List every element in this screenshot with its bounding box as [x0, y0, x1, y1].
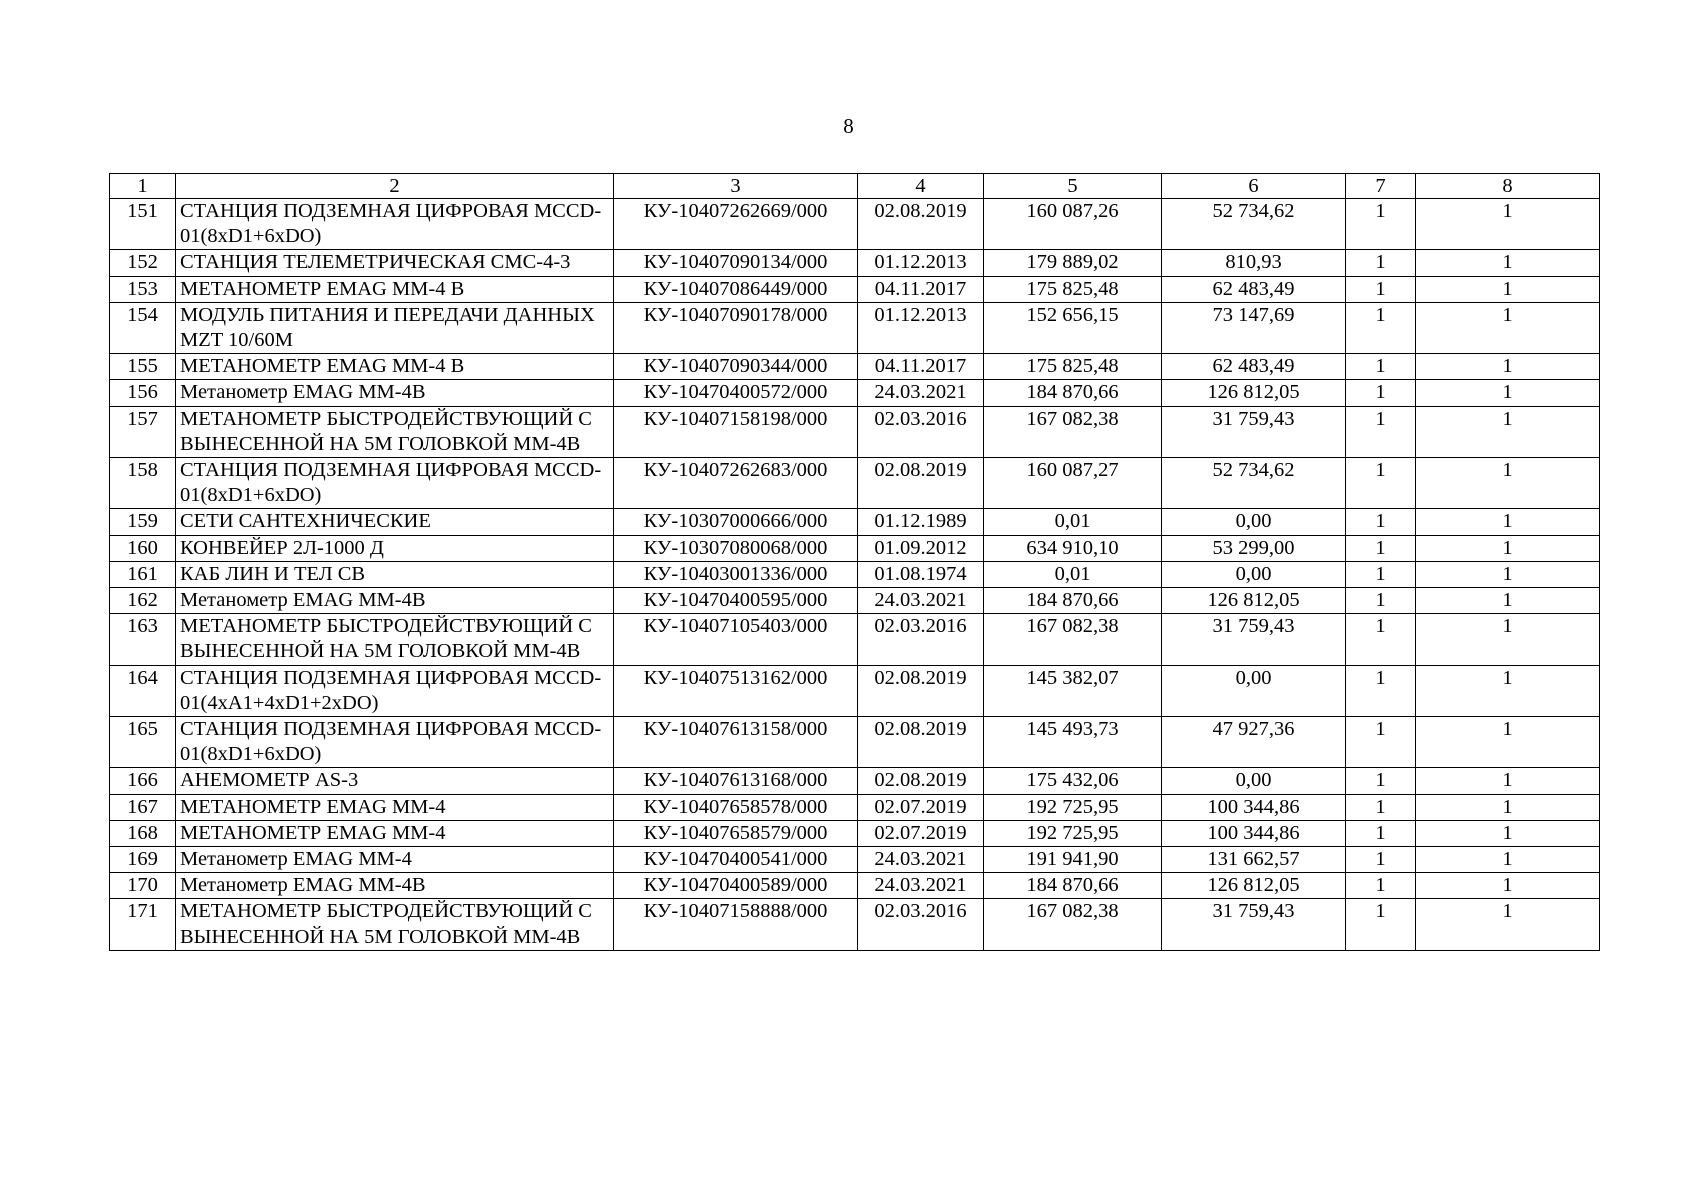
inventory-number-cell: КУ-10407090344/000: [614, 354, 858, 380]
initial-cost-cell: 160 087,27: [984, 458, 1162, 509]
row-number-cell: 156: [110, 380, 176, 406]
header-col-3: 3: [614, 174, 858, 199]
residual-cost-cell: 0,00: [1162, 509, 1346, 535]
inventory-number-cell: КУ-10407086449/000: [614, 276, 858, 302]
quantity-cell: 1: [1346, 535, 1416, 561]
inventory-number-cell: КУ-10470400541/000: [614, 847, 858, 873]
count-cell: 1: [1416, 561, 1600, 587]
residual-cost-cell: 31 759,43: [1162, 406, 1346, 457]
date-cell: 24.03.2021: [858, 380, 984, 406]
inventory-number-cell: КУ-10407158888/000: [614, 899, 858, 950]
item-name-cell: МЕТАНОМЕТР EMAG ММ-4: [176, 794, 614, 820]
row-number-cell: 169: [110, 847, 176, 873]
inventory-number-cell: КУ-10470400572/000: [614, 380, 858, 406]
count-cell: 1: [1416, 873, 1600, 899]
item-name-cell: СТАНЦИЯ ПОДЗЕМНАЯ ЦИФРОВАЯ MCCD-01(4xA1+4xD1+2xDO): [176, 665, 614, 716]
count-cell: 1: [1416, 847, 1600, 873]
item-name-cell: СТАНЦИЯ ПОДЗЕМНАЯ ЦИФРОВАЯ MCCD-01(8xD1+6xDO): [176, 458, 614, 509]
date-cell: 02.08.2019: [858, 768, 984, 794]
table-row: [110, 380, 1600, 406]
initial-cost-cell: 0,01: [984, 561, 1162, 587]
count-cell: 1: [1416, 614, 1600, 665]
date-cell: 01.08.1974: [858, 561, 984, 587]
quantity-cell: 1: [1346, 276, 1416, 302]
initial-cost-cell: 145 382,07: [984, 665, 1162, 716]
item-name-cell: Метанометр EMAG MM-4B: [176, 380, 614, 406]
inventory-number-cell: КУ-10407658579/000: [614, 820, 858, 846]
table-body: [110, 199, 1600, 951]
table-row: [110, 768, 1600, 794]
initial-cost-cell: 152 656,15: [984, 302, 1162, 353]
count-cell: 1: [1416, 354, 1600, 380]
item-name-cell: МОДУЛЬ ПИТАНИЯ И ПЕРЕДАЧИ ДАННЫХ MZT 10/60М: [176, 302, 614, 353]
quantity-cell: 1: [1346, 302, 1416, 353]
date-cell: 01.12.1989: [858, 509, 984, 535]
quantity-cell: 1: [1346, 614, 1416, 665]
inventory-number-cell: КУ-10407262669/000: [614, 199, 858, 250]
row-number-cell: 163: [110, 614, 176, 665]
item-name-cell: МЕТАНОМЕТР EMAG ММ-4 В: [176, 276, 614, 302]
count-cell: 1: [1416, 768, 1600, 794]
count-cell: 1: [1416, 302, 1600, 353]
initial-cost-cell: 175 825,48: [984, 354, 1162, 380]
row-number-cell: 158: [110, 458, 176, 509]
header-col-5: 5: [984, 174, 1162, 199]
inventory-number-cell: КУ-10407158198/000: [614, 406, 858, 457]
date-cell: 04.11.2017: [858, 276, 984, 302]
inventory-number-cell: КУ-10407090134/000: [614, 250, 858, 276]
inventory-number-cell: КУ-10470400595/000: [614, 588, 858, 614]
header-col-2: 2: [176, 174, 614, 199]
row-number-cell: 155: [110, 354, 176, 380]
table-row: [110, 276, 1600, 302]
item-name-cell: СТАНЦИЯ ПОДЗЕМНАЯ ЦИФРОВАЯ MCCD-01(8xD1+6xDO): [176, 717, 614, 768]
table-row: [110, 873, 1600, 899]
row-number-cell: 171: [110, 899, 176, 950]
row-number-cell: 157: [110, 406, 176, 457]
table-row: [110, 406, 1600, 457]
initial-cost-cell: 167 082,38: [984, 899, 1162, 950]
table-row: [110, 665, 1600, 716]
date-cell: 01.12.2013: [858, 302, 984, 353]
count-cell: 1: [1416, 820, 1600, 846]
date-cell: 02.03.2016: [858, 899, 984, 950]
table-row: [110, 354, 1600, 380]
quantity-cell: 1: [1346, 380, 1416, 406]
count-cell: 1: [1416, 380, 1600, 406]
table-row: [110, 614, 1600, 665]
quantity-cell: 1: [1346, 768, 1416, 794]
initial-cost-cell: 192 725,95: [984, 820, 1162, 846]
count-cell: 1: [1416, 458, 1600, 509]
page-number: 8: [843, 114, 854, 138]
count-cell: 1: [1416, 276, 1600, 302]
quantity-cell: 1: [1346, 717, 1416, 768]
item-name-cell: КАБ ЛИН И ТЕЛ СВ: [176, 561, 614, 587]
inventory-number-cell: КУ-10307000666/000: [614, 509, 858, 535]
residual-cost-cell: 810,93: [1162, 250, 1346, 276]
quantity-cell: 1: [1346, 250, 1416, 276]
item-name-cell: СЕТИ САНТЕХНИЧЕСКИЕ: [176, 509, 614, 535]
row-number-cell: 151: [110, 199, 176, 250]
item-name-cell: МЕТАНОМЕТР EMAG ММ-4 В: [176, 354, 614, 380]
row-number-cell: 159: [110, 509, 176, 535]
count-cell: 1: [1416, 199, 1600, 250]
date-cell: 02.07.2019: [858, 820, 984, 846]
header-row: [110, 174, 1600, 199]
count-cell: 1: [1416, 406, 1600, 457]
date-cell: 02.08.2019: [858, 665, 984, 716]
header-col-7: 7: [1346, 174, 1416, 199]
date-cell: 01.09.2012: [858, 535, 984, 561]
inventory-number-cell: КУ-10407613168/000: [614, 768, 858, 794]
count-cell: 1: [1416, 794, 1600, 820]
residual-cost-cell: 126 812,05: [1162, 873, 1346, 899]
count-cell: 1: [1416, 588, 1600, 614]
quantity-cell: 1: [1346, 794, 1416, 820]
inventory-table: [109, 173, 1600, 951]
date-cell: 04.11.2017: [858, 354, 984, 380]
row-number-cell: 162: [110, 588, 176, 614]
table-row: [110, 588, 1600, 614]
row-number-cell: 153: [110, 276, 176, 302]
table-row: [110, 535, 1600, 561]
initial-cost-cell: 184 870,66: [984, 588, 1162, 614]
count-cell: 1: [1416, 717, 1600, 768]
initial-cost-cell: 167 082,38: [984, 614, 1162, 665]
date-cell: 24.03.2021: [858, 847, 984, 873]
inventory-number-cell: КУ-10407613158/000: [614, 717, 858, 768]
table-row: [110, 458, 1600, 509]
item-name-cell: МЕТАНОМЕТР БЫСТРОДЕЙСТВУЮЩИЙ С ВЫНЕСЕННОЙ НА 5М ГОЛОВКОЙ ММ-4В: [176, 406, 614, 457]
residual-cost-cell: 53 299,00: [1162, 535, 1346, 561]
item-name-cell: МЕТАНОМЕТР БЫСТРОДЕЙСТВУЮЩИЙ С ВЫНЕСЕННОЙ НА 5М ГОЛОВКОЙ ММ-4В: [176, 614, 614, 665]
header-col-8: 8: [1416, 174, 1600, 199]
residual-cost-cell: 0,00: [1162, 768, 1346, 794]
quantity-cell: 1: [1346, 899, 1416, 950]
initial-cost-cell: 167 082,38: [984, 406, 1162, 457]
date-cell: 01.12.2013: [858, 250, 984, 276]
initial-cost-cell: 175 825,48: [984, 276, 1162, 302]
quantity-cell: 1: [1346, 199, 1416, 250]
initial-cost-cell: 145 493,73: [984, 717, 1162, 768]
table-row: [110, 899, 1600, 950]
residual-cost-cell: 100 344,86: [1162, 820, 1346, 846]
table-row: [110, 820, 1600, 846]
quantity-cell: 1: [1346, 509, 1416, 535]
row-number-cell: 164: [110, 665, 176, 716]
quantity-cell: 1: [1346, 820, 1416, 846]
count-cell: 1: [1416, 899, 1600, 950]
item-name-cell: МЕТАНОМЕТР БЫСТРОДЕЙСТВУЮЩИЙ С ВЫНЕСЕННОЙ НА 5М ГОЛОВКОЙ ММ-4В: [176, 899, 614, 950]
header-col-4: 4: [858, 174, 984, 199]
quantity-cell: 1: [1346, 561, 1416, 587]
inventory-number-cell: КУ-10307080068/000: [614, 535, 858, 561]
residual-cost-cell: 52 734,62: [1162, 199, 1346, 250]
item-name-cell: СТАНЦИЯ ПОДЗЕМНАЯ ЦИФРОВАЯ MCCD-01(8xD1+6xDO): [176, 199, 614, 250]
table-row: [110, 509, 1600, 535]
inventory-number-cell: КУ-10407105403/000: [614, 614, 858, 665]
date-cell: 02.08.2019: [858, 717, 984, 768]
inventory-number-cell: КУ-10407090178/000: [614, 302, 858, 353]
count-cell: 1: [1416, 250, 1600, 276]
quantity-cell: 1: [1346, 665, 1416, 716]
residual-cost-cell: 47 927,36: [1162, 717, 1346, 768]
residual-cost-cell: 31 759,43: [1162, 899, 1346, 950]
initial-cost-cell: 192 725,95: [984, 794, 1162, 820]
initial-cost-cell: 175 432,06: [984, 768, 1162, 794]
table-row: [110, 717, 1600, 768]
residual-cost-cell: 100 344,86: [1162, 794, 1346, 820]
inventory-number-cell: КУ-10470400589/000: [614, 873, 858, 899]
residual-cost-cell: 0,00: [1162, 665, 1346, 716]
inventory-number-cell: КУ-10403001336/000: [614, 561, 858, 587]
quantity-cell: 1: [1346, 458, 1416, 509]
item-name-cell: АНЕМОМЕТР AS-3: [176, 768, 614, 794]
date-cell: 24.03.2021: [858, 588, 984, 614]
initial-cost-cell: 179 889,02: [984, 250, 1162, 276]
table-row: [110, 847, 1600, 873]
table-row: [110, 199, 1600, 250]
quantity-cell: 1: [1346, 406, 1416, 457]
residual-cost-cell: 73 147,69: [1162, 302, 1346, 353]
date-cell: 02.08.2019: [858, 199, 984, 250]
residual-cost-cell: 126 812,05: [1162, 380, 1346, 406]
initial-cost-cell: 184 870,66: [984, 873, 1162, 899]
quantity-cell: 1: [1346, 873, 1416, 899]
item-name-cell: КОНВЕЙЕР 2Л-1000 Д: [176, 535, 614, 561]
header-col-1: 1: [110, 174, 176, 199]
initial-cost-cell: 184 870,66: [984, 380, 1162, 406]
row-number-cell: 170: [110, 873, 176, 899]
row-number-cell: 154: [110, 302, 176, 353]
count-cell: 1: [1416, 535, 1600, 561]
residual-cost-cell: 0,00: [1162, 561, 1346, 587]
header-col-6: 6: [1162, 174, 1346, 199]
residual-cost-cell: 62 483,49: [1162, 276, 1346, 302]
residual-cost-cell: 62 483,49: [1162, 354, 1346, 380]
initial-cost-cell: 0,01: [984, 509, 1162, 535]
item-name-cell: Метанометр EMAG MM-4B: [176, 588, 614, 614]
row-number-cell: 152: [110, 250, 176, 276]
table-row: [110, 250, 1600, 276]
row-number-cell: 166: [110, 768, 176, 794]
inventory-number-cell: КУ-10407658578/000: [614, 794, 858, 820]
table-row: [110, 302, 1600, 353]
row-number-cell: 167: [110, 794, 176, 820]
count-cell: 1: [1416, 665, 1600, 716]
initial-cost-cell: 634 910,10: [984, 535, 1162, 561]
item-name-cell: МЕТАНОМЕТР EMAG ММ-4: [176, 820, 614, 846]
initial-cost-cell: 191 941,90: [984, 847, 1162, 873]
row-number-cell: 161: [110, 561, 176, 587]
table-row: [110, 561, 1600, 587]
row-number-cell: 168: [110, 820, 176, 846]
residual-cost-cell: 31 759,43: [1162, 614, 1346, 665]
count-cell: 1: [1416, 509, 1600, 535]
item-name-cell: Метанометр EMAG MM-4: [176, 847, 614, 873]
inventory-number-cell: КУ-10407262683/000: [614, 458, 858, 509]
table-row: [110, 794, 1600, 820]
quantity-cell: 1: [1346, 588, 1416, 614]
date-cell: 02.07.2019: [858, 794, 984, 820]
date-cell: 02.03.2016: [858, 614, 984, 665]
residual-cost-cell: 126 812,05: [1162, 588, 1346, 614]
initial-cost-cell: 160 087,26: [984, 199, 1162, 250]
residual-cost-cell: 52 734,62: [1162, 458, 1346, 509]
row-number-cell: 160: [110, 535, 176, 561]
item-name-cell: Метанометр EMAG MM-4B: [176, 873, 614, 899]
row-number-cell: 165: [110, 717, 176, 768]
inventory-number-cell: КУ-10407513162/000: [614, 665, 858, 716]
date-cell: 02.03.2016: [858, 406, 984, 457]
date-cell: 24.03.2021: [858, 873, 984, 899]
date-cell: 02.08.2019: [858, 458, 984, 509]
residual-cost-cell: 131 662,57: [1162, 847, 1346, 873]
quantity-cell: 1: [1346, 354, 1416, 380]
item-name-cell: СТАНЦИЯ ТЕЛЕМЕТРИЧЕСКАЯ СМС-4-3: [176, 250, 614, 276]
quantity-cell: 1: [1346, 847, 1416, 873]
